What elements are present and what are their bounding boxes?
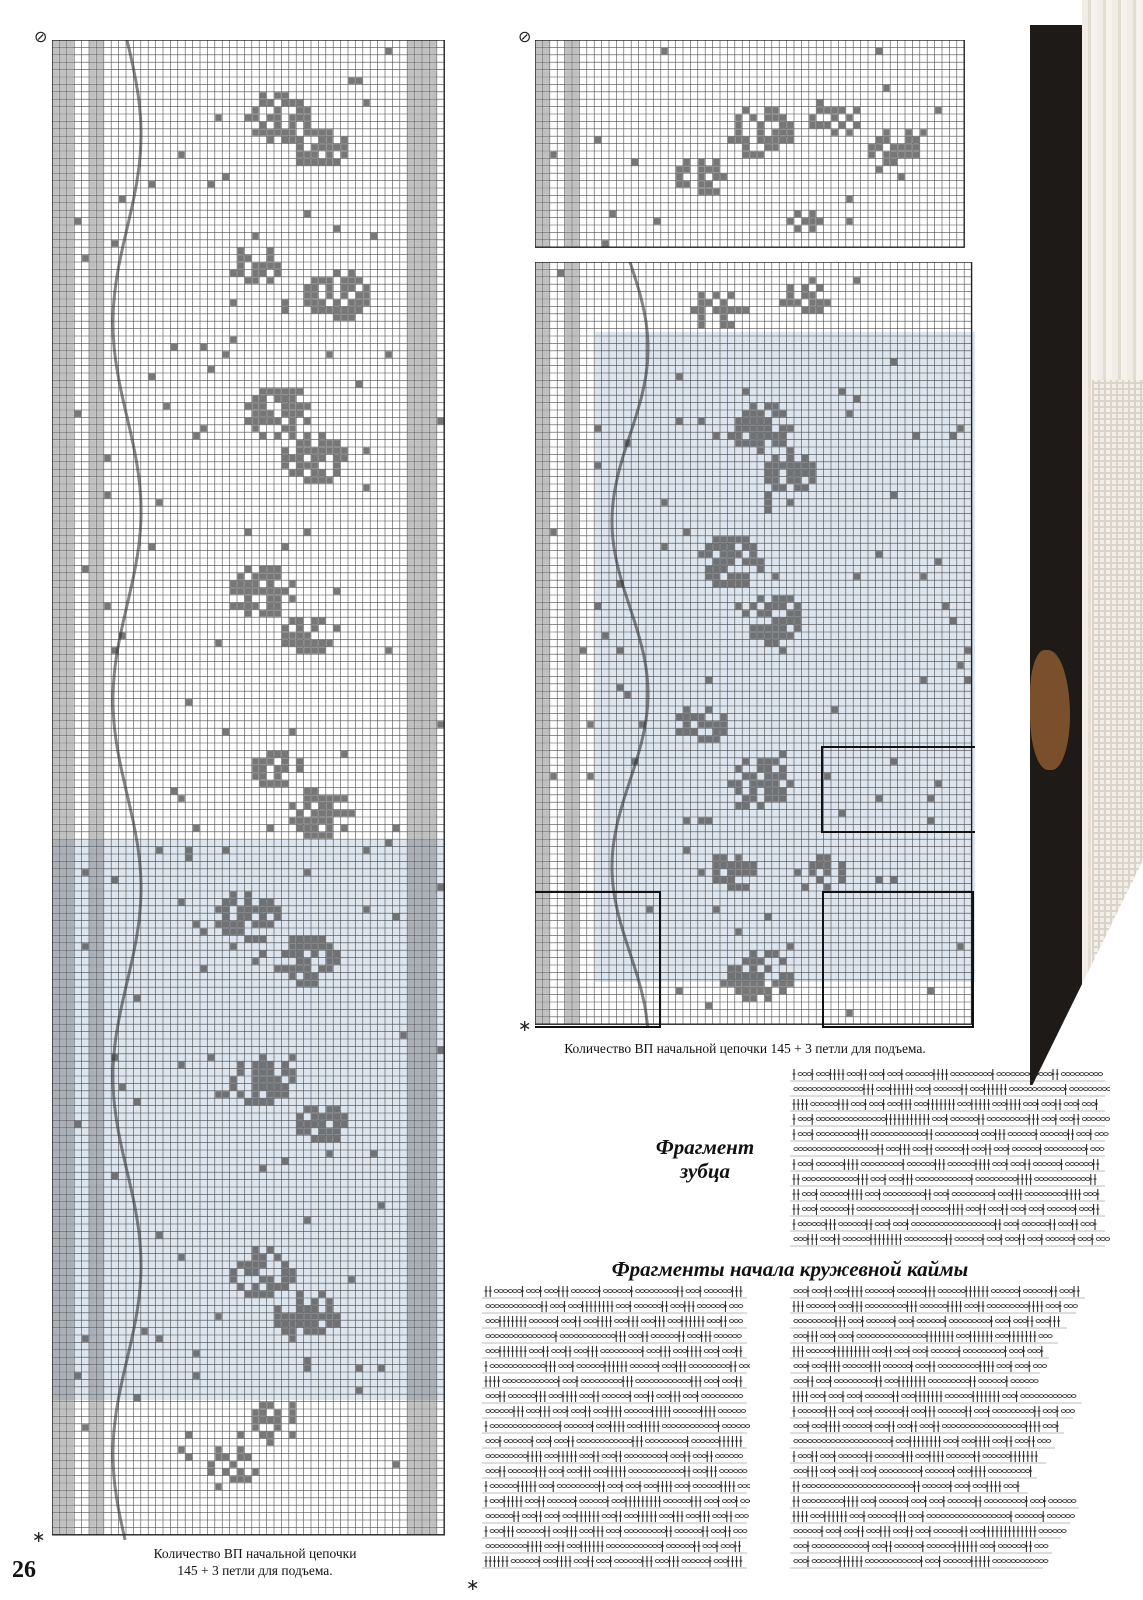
fragment-tooth-title: [630, 1135, 780, 1183]
right-chart-bottom: [535, 262, 975, 1028]
start-marker-icon: ∗: [32, 1527, 46, 1546]
fragment-tooth-diagram: [790, 1068, 1110, 1248]
fragment-tooth-title-line2: зубца: [679, 1159, 731, 1183]
fragment-start-diagram-left: [482, 1285, 750, 1583]
curtain-photo: [1030, 0, 1143, 1090]
page-number: 26: [12, 1557, 36, 1583]
right-end-marker-icon: ⊘: [518, 27, 532, 46]
main-caption-line1: Количество ВП начальной цепочки: [153, 1546, 357, 1561]
right-chart-top: [535, 40, 970, 250]
fragment-start-title: Фрагменты начала кружевной каймы: [611, 1257, 969, 1281]
right-start-marker-icon: ∗: [518, 1016, 532, 1035]
main-filet-chart: [52, 40, 445, 1540]
fragment-tooth-title-line1: Фрагмент: [655, 1135, 755, 1159]
main-chart-caption: [90, 1545, 420, 1579]
fragment-start-diagram-right: [790, 1285, 1090, 1583]
end-marker-icon: ⊘: [34, 27, 48, 46]
right-chart-caption: Количество ВП начальной цепочки 145 + 3 петли для подъема.: [564, 1041, 926, 1056]
fragment-start-marker-icon: ∗: [466, 1575, 480, 1594]
main-caption-line2: 145 + 3 петли для подъема.: [177, 1563, 333, 1578]
